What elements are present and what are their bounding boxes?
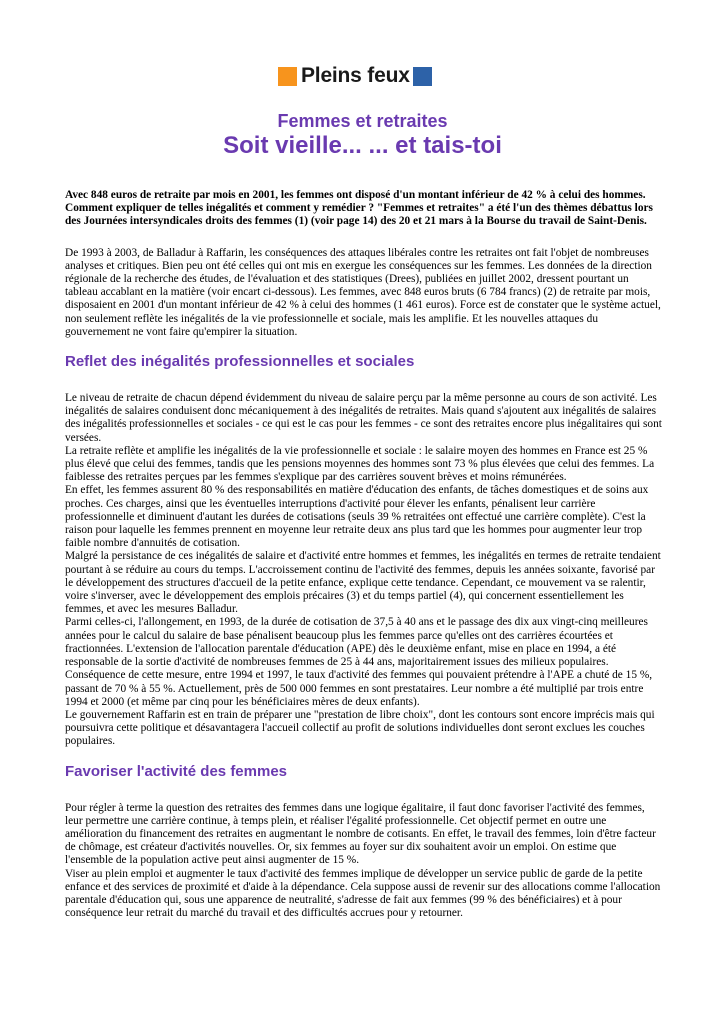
pleins-feux-logo <box>278 64 432 88</box>
article-lead: Avec 848 euros de retraite par mois en 2001, les femmes ont disposé d'un montant inférieur de 42 % à celui des hommes. Comment expliquer de telles inégalités et comment y remédier ? "Femmes et retraites" a été l'un des thèmes débattus lors des Journées intersyndicales droits des femmes (1) (voir page 14) des 20 et 21 mars à la Bourse du travail de Saint-Denis. <box>65 189 653 228</box>
section-heading-favoriser: Favoriser l'activité des femmes <box>65 762 288 780</box>
article-kicker: Femmes et retraites <box>277 111 448 131</box>
orange-square-icon <box>278 67 297 86</box>
article-title: Soit vieille... ... et tais-toi <box>223 132 502 159</box>
article-body <box>65 189 662 920</box>
section-text-favoriser: Pour régler à terme la question des retraites des femmes dans une logique égalitaire, il faut donc favoriser l'activité des femmes, leur permettre une carrière continue, à temps plein, et réaliser l'égalité professionnelle. Cet objectif permet en outre une amélioration du financement des retraites en augmentant le nombre de cotisants. En effet, le travail des femmes, loin d'être facteur de chômage, est créateur d'activités nouvelles. Or, six femmes au foyer sur dix souhaitent avoir un emploi. On estime que l'ensemble de la population active peut ainsi augmenter de 15 %. Viser au plein emploi et augmenter le taux d'activité des femmes implique de développer un service public de garde de la petite enfance et des services de proximité et d'aide à la dépendance. Cela suppose aussi de revenir sur des allocations comme l'allocation parentale d'éducation qui, sous une apparence de neutralité, s'adresse de fait aux femmes (99 % des bénéficiaires) et à pour conséquence leur retrait du marché du travail et des difficultés accrues pour y retourner. <box>65 801 661 920</box>
blue-square-icon <box>413 67 432 86</box>
section-text-reflet: Le niveau de retraite de chacun dépend évidemment du niveau de salaire perçu par la même personne au cours de son activité. Les inégalités de salaires conduisent donc mécaniquement à des inégalités de retraites. Mais quand s'ajoutent aux inégalités de salaires des inégalités professionnelles et sociales - ce qui est le cas pour les femmes - ce sont des retraites encore plus inégalitaires qui sont versées. La retraite reflète et amplifie les inégalités de la vie professionnelle et sociale : le salaire moyen des hommes en France est 25 % plus élevé que celui des femmes, tandis que les pensions moyennes des hommes sont 73 % plus élevées que celui des femmes. La faiblesse des retraites perçues par les femmes s'explique par des carrières souvent brèves et moins rémunérées. En effet, les femmes assurent 80 % des responsabilités en matière d'éducation des enfants, de tâches domestiques et de soins aux proches. Ces charges, ainsi que les éventuelles interruptions d'activité pour élever les enfants, pénalisent leur carrière professionnelle et diminuent d'autant les durées de cotisations (seuls 39 % retraitées ont effectué une carrière complète). C'est la raison pour laquelle les femmes prennent en moyenne leur retraite deux ans plus tard que les hommes pour augmenter leur trop faible nombre d'annuités de cotisation. Malgré la persistance de ces inégalités de salaire et d'activité entre hommes et femmes, les inégalités en termes de retraite tendaient pourtant à se réduire au cours du temps. L'accroissement continu de l'activité des femmes, depuis les années soixante, favorisé par le développement des structures d'accueil de la petite enfance, explique cette tendance. Cependant, ce mouvement va se ralentir, voire s'inverser, avec le développement des emplois précaires (3) et du temps partiel (4), qui concernent essentiellement les femmes, et avec les mesures Balladur. Parmi celles-ci, l'allongement, en 1993, de la durée de cotisation de 37,5 à 40 ans et le passage des dix aux vingt-cinq meilleures années pour le calcul du salaire de base pénalisent beaucoup plus les femmes parce qu'elles ont des carrières écourtées et fractionnées. L'extension de l'allocation parentale d'éducation (APE) dès le deuxième enfant, mise en place en 1994, a été responsable de la sortie d'activité de nombreuses femmes de 25 à 44 ans, majoritairement issues des milieux populaires. Conséquence de cette mesure, entre 1994 et 1997, le taux d'activité des femmes qui pouvaient prétendre à l'APE a chuté de 15 %, passant de 70 % à 55 %. Actuellement, près de 500 000 femmes en sont prestataires. Leur nombre a été multiplié par trois entre 1994 et 2000 (et même par cinq pour les bénéficiaires mères de deux enfants). Le gouvernement Raffarin est en train de préparer une "prestation de libre choix", dont les contours sont encore imprécis mais qui poursuivra cette politique et désavantagera l'accueil collectif au profit de solutions individuelles dont seront exclues les couches populaires. <box>65 392 662 748</box>
logo-text: Pleins feux <box>301 64 410 87</box>
article-intro: De 1993 à 2003, de Balladur à Raffarin, les conséquences des attaques libérales contre les retraites ont fait l'objet de nombreuses analyses et critiques. Bien peu ont été celles qui ont mis en exergue les conséquences sur les femmes. Les données de la direction régionale de la recherche des études, de l'évaluation et des statistiques (Drees), publiées en juillet 2002, dressent pourtant un tableau accablant en la matière (voir encart ci-dessous). Les femmes, avec 848 euros bruts (6 784 francs) (2) de retraite par mois, disposaient en 2001 d'un montant inférieur de 42 % à celui des hommes (1 461 euros). Force est de constater que le système actuel, non seulement reflète les inégalités de la vie professionnelle et sociale, mais les amplifie. Et les nouvelles attaques du gouvernement ne vont faire qu'empirer la situation. <box>65 246 661 338</box>
section-heading-reflet: Reflet des inégalités professionnelles et sociales <box>65 353 415 371</box>
